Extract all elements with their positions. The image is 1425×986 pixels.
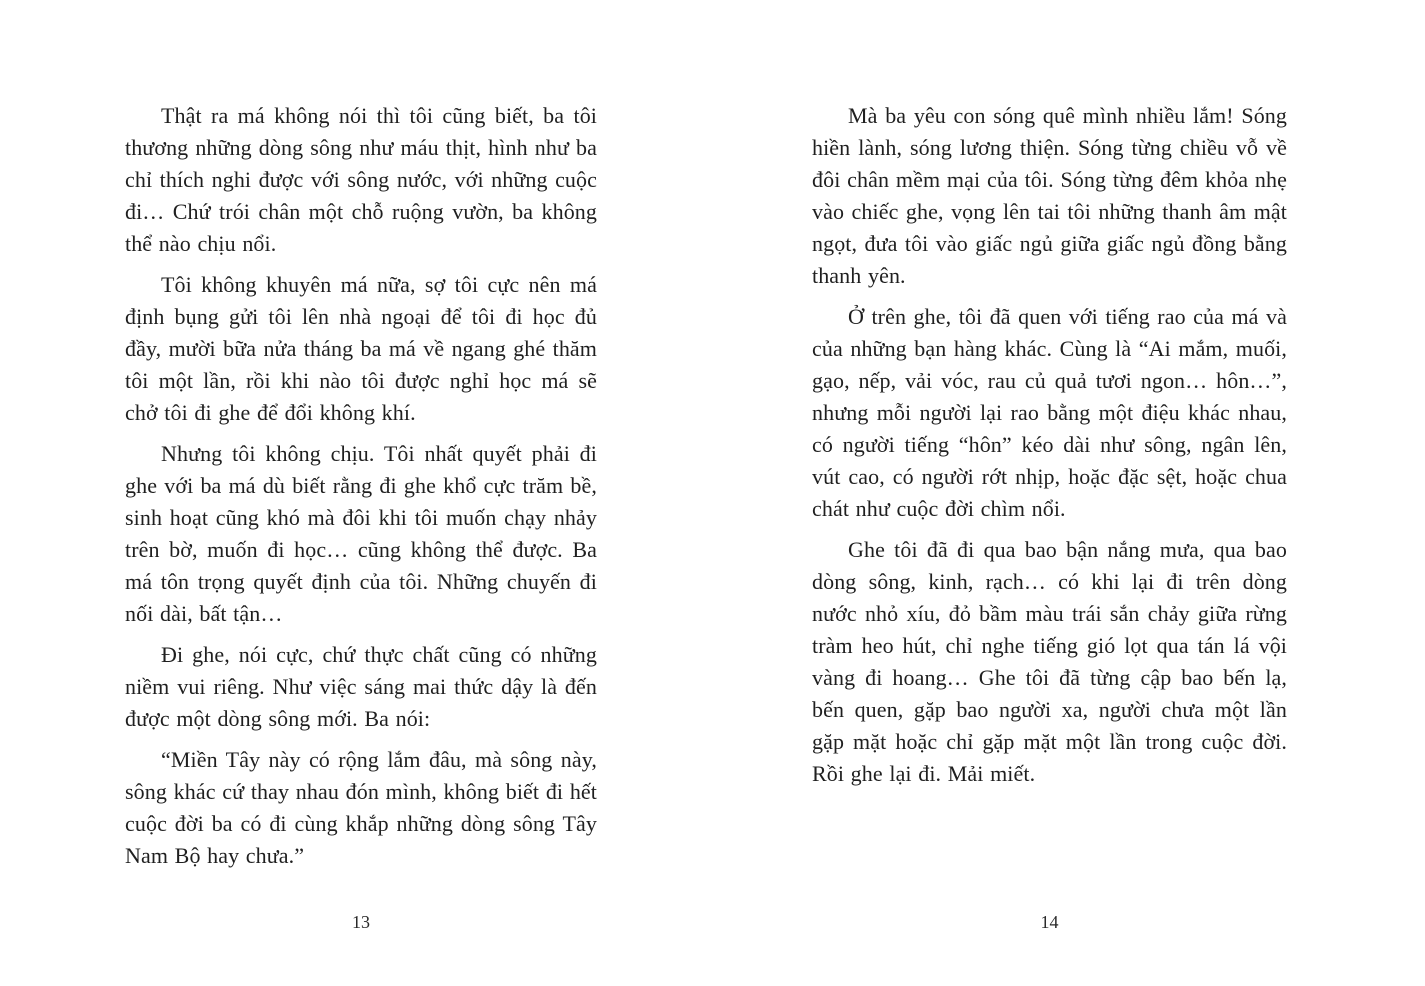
paragraph: Nhưng tôi không chịu. Tôi nhất quyết phải đi ghe với ba má dù biết rằng đi ghe khổ cực trăm bề, sinh hoạt cũng khó mà đôi khi tôi muốn chạy nhảy trên bờ, muốn đi học… cũng không thể được. Ba má tôn trọng quyết định của tôi. Những chuyến đi nối dài, bất tận…: [125, 441, 597, 626]
page-number-right: 14: [1040, 912, 1059, 932]
paragraph: Tôi không khuyên má nữa, sợ tôi cực nên má định bụng gửi tôi lên nhà ngoại để tôi đi học đủ đầy, mười bữa nửa tháng ba má về ngang ghé thăm tôi một lần, rồi khi nào tôi được nghỉ học má sẽ chở tôi đi ghe để đổi không khí.: [125, 272, 597, 425]
page-right-body: [812, 100, 1287, 790]
paragraph: Ghe tôi đã đi qua bao bận nắng mưa, qua bao dòng sông, kinh, rạch… có khi lại đi trên dòng nước nhỏ xíu, đỏ bầm màu trái sắn chảy giữa rừng tràm heo hút, chỉ nghe tiếng gió lọt qua tán lá vội vàng đi hoang… Ghe tôi đã từng cập bao bến lạ, bến quen, gặp bao người xa, người chưa một lần gặp mặt hoặc chỉ gặp mặt một lần trong cuộc đời. Rồi ghe lại đi. Mải miết.: [812, 537, 1287, 786]
paragraph: Ở trên ghe, tôi đã quen với tiếng rao của má và của những bạn hàng khác. Cùng là “Ai mắm, muối, gạo, nếp, vải vóc, rau củ quả tươi ngon… hôn…”, nhưng mỗi người lại rao bằng một điệu khác nhau, có người tiếng “hôn” kéo dài như sông, ngân lên, vút cao, có người rớt nhịp, hoặc đặc sệt, hoặc chua chát như cuộc đời chìm nổi.: [812, 304, 1287, 521]
page-left-body: [125, 100, 597, 872]
paragraph: “Miền Tây này có rộng lắm đâu, mà sông này, sông khác cứ thay nhau đón mình, không biết đi hết cuộc đời ba có đi cùng khắp những dòng sông Tây Nam Bộ hay chưa.”: [125, 747, 597, 868]
paragraph: Mà ba yêu con sóng quê mình nhiều lắm! Sóng hiền lành, sóng lương thiện. Sóng từng chiều vỗ về đôi chân mềm mại của tôi. Sóng từng đêm khỏa nhẹ vào chiếc ghe, vọng lên tai tôi những thanh âm mật ngọt, đưa tôi vào giấc ngủ giữa giấc ngủ đồng bằng thanh yên.: [812, 103, 1287, 288]
page-left: [125, 100, 597, 970]
page-number-left: 13: [352, 912, 370, 932]
paragraph: Thật ra má không nói thì tôi cũng biết, ba tôi thương những dòng sông như máu thịt, hình như ba chỉ thích nghi được với sông nước, với những cuộc đi… Chứ trói chân một chỗ ruộng vườn, ba không thể nào chịu nổi.: [125, 103, 597, 256]
paragraph: Đi ghe, nói cực, chứ thực chất cũng có những niềm vui riêng. Như việc sáng mai thức dậy là đến được một dòng sông mới. Ba nói:: [125, 642, 597, 731]
page-right: [812, 100, 1287, 970]
